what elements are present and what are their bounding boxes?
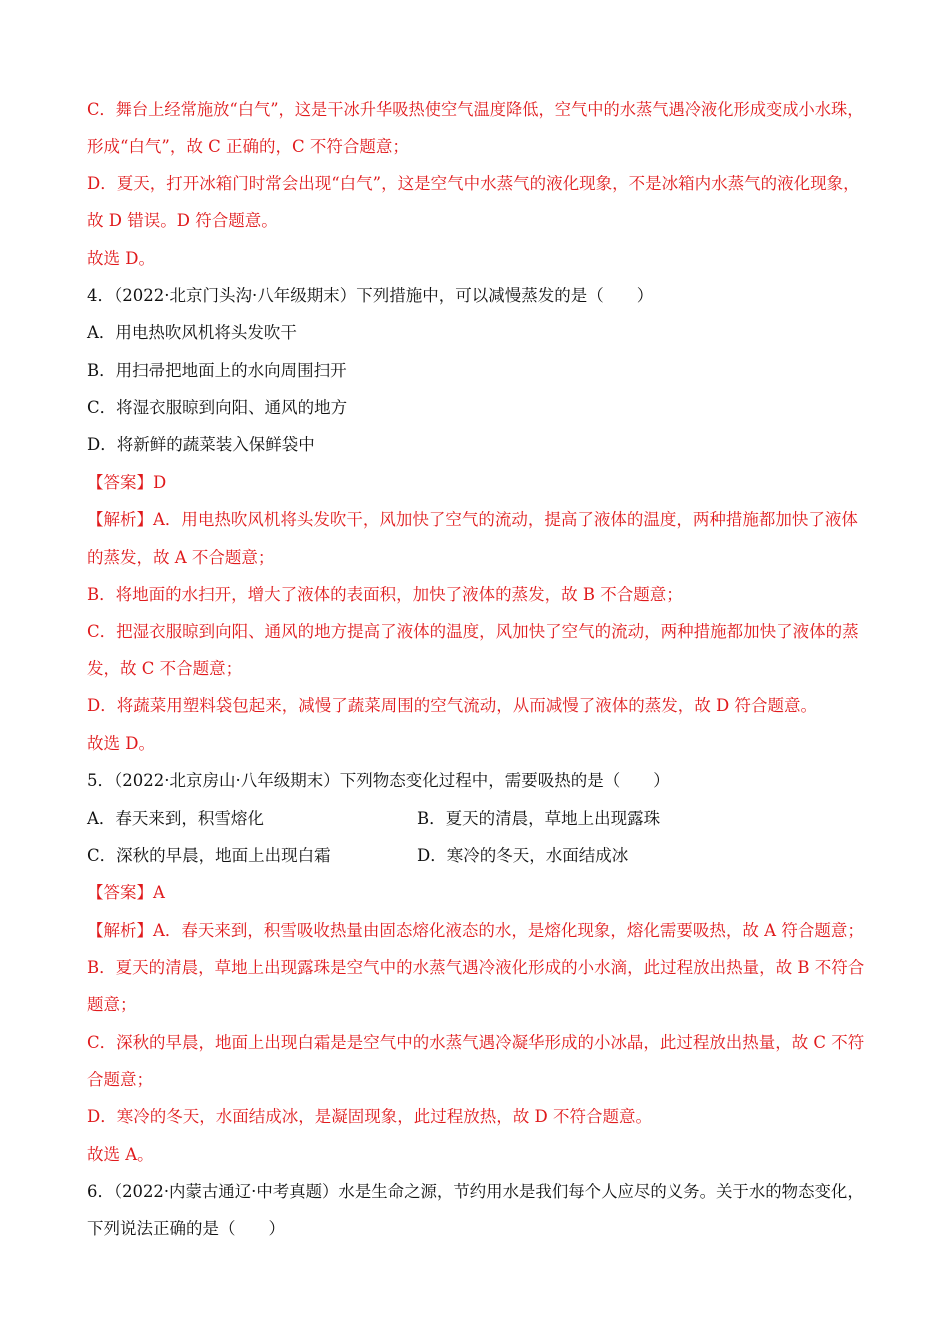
q4-analysis-c2: 发，故 C 不合题意； xyxy=(87,659,243,678)
q5-analysis-a: 【解析】A．春天来到，积雪吸收热量由固态熔化液态的水，是熔化现象，熔化需要吸热，故 A 符合题意； xyxy=(87,921,864,940)
q5-conclusion: 故选 A。 xyxy=(87,1145,154,1164)
q4-analysis-a2: 的蒸发，故 A 不合题意； xyxy=(87,548,275,567)
prev-analysis-d-line1: D．夏天，打开冰箱门时常会出现“白气”，这是空气中水蒸气的液化现象，不是冰箱内水蒸气的液化现象， xyxy=(87,174,860,193)
q5-analysis-c1: C．深秋的早晨，地面上出现白霜是是空气中的水蒸气遇冷凝华形成的小冰晶，此过程放出热量，故 C 不符 xyxy=(87,1033,865,1052)
q5-option-c: C．深秋的早晨，地面上出现白霜 xyxy=(87,846,331,865)
q5-analysis-c2: 合题意； xyxy=(87,1070,153,1089)
q4-answer: 【答案】D xyxy=(87,473,167,492)
q4-option-d: D．将新鲜的蔬菜装入保鲜袋中 xyxy=(87,435,315,454)
q5-analysis-d: D．寒冷的冬天，水面结成冰，是凝固现象，此过程放热，故 D 不符合题意。 xyxy=(87,1107,652,1126)
q6-stem-line2: 下列说法正确的是（ ） xyxy=(87,1219,285,1238)
q5-option-d: D．寒冷的冬天，水面结成冰 xyxy=(417,846,629,865)
prev-analysis-c-line1: C．舞台上经常施放“白气”，这是干冰升华吸热使空气温度降低，空气中的水蒸气遇冷液化形成变成小水珠， xyxy=(87,100,864,119)
prev-conclusion: 故选 D。 xyxy=(87,249,155,268)
q4-analysis-d: D．将蔬菜用塑料袋包起来，减慢了蔬菜周围的空气流动，从而减慢了液体的蒸发，故 D 符合题意。 xyxy=(87,696,817,715)
q4-analysis-a1: 【解析】A．用电热吹风机将头发吹干，风加快了空气的流动，提高了液体的温度，两种措施都加快了液体 xyxy=(87,510,858,529)
q4-stem: 4．（2022·北京门头沟·八年级期末）下列措施中，可以减慢蒸发的是（ ） xyxy=(87,286,654,305)
q4-option-b: B．用扫帚把地面上的水向周围扫开 xyxy=(87,361,347,380)
q4-analysis-b: B．将地面的水扫开，增大了液体的表面积，加快了液体的蒸发，故 B 不合题意； xyxy=(87,585,683,604)
q5-stem: 5．（2022·北京房山·八年级期末）下列物态变化过程中，需要吸热的是（ ） xyxy=(87,771,670,790)
q5-answer: 【答案】A xyxy=(87,883,165,902)
prev-analysis-c-line2: 形成“白气”，故 C 正确的，C 不符合题意； xyxy=(87,137,409,156)
q4-option-a: A．用电热吹风机将头发吹干 xyxy=(87,323,297,342)
q5-option-a: A．春天来到，积雪熔化 xyxy=(87,809,264,828)
q4-analysis-c1: C．把湿衣服晾到向阳、通风的地方提高了液体的温度，风加快了空气的流动，两种措施都加快了液体的蒸 xyxy=(87,622,859,641)
q5-analysis-b2: 题意； xyxy=(87,995,137,1014)
q4-conclusion: 故选 D。 xyxy=(87,734,155,753)
prev-analysis-d-line2: 故 D 错误。D 符合题意。 xyxy=(87,211,278,230)
q4-option-c: C．将湿衣服晾到向阳、通风的地方 xyxy=(87,398,348,417)
q6-stem-line1: 6．（2022·内蒙古通辽·中考真题）水是生命之源，节约用水是我们每个人应尽的义务。关于水的物态变化， xyxy=(87,1182,864,1201)
q5-option-b: B．夏天的清晨，草地上出现露珠 xyxy=(417,809,661,828)
q5-analysis-b1: B．夏天的清晨，草地上出现露珠是空气中的水蒸气遇冷液化形成的小水滴，此过程放出热量，故 B 不符合 xyxy=(87,958,865,977)
